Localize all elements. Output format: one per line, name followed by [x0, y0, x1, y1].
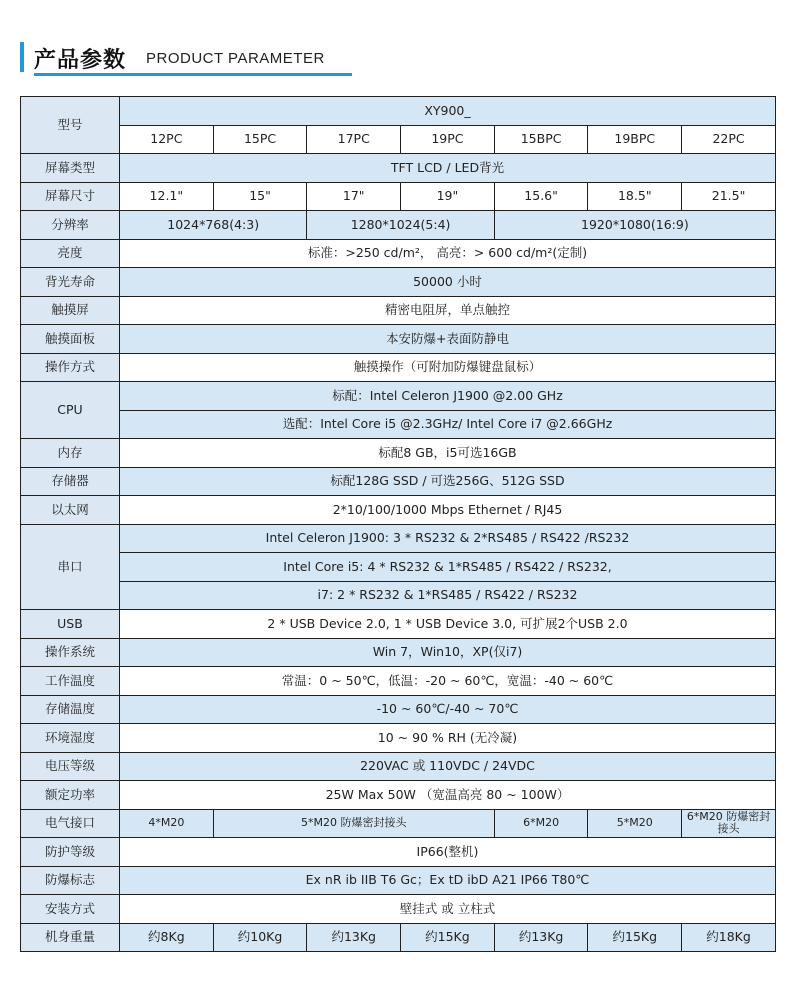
- row-value: 标配128G SSD / 可选256G、512G SSD: [120, 467, 776, 496]
- table-row: [21, 325, 776, 354]
- model-variant: 22PC: [682, 125, 776, 154]
- row-label: 操作系统: [21, 638, 120, 667]
- row-value: 1280*1024(5:4): [307, 211, 494, 240]
- table-row: [21, 638, 776, 667]
- row-label: 防护等级: [21, 838, 120, 867]
- row-value: TFT LCD / LED背光: [120, 154, 776, 183]
- row-label: CPU: [21, 382, 120, 439]
- model-variant: 19BPC: [588, 125, 682, 154]
- table-row: [21, 410, 776, 439]
- row-value: 10 ~ 90 % RH (无冷凝): [120, 724, 776, 753]
- row-label: 内存: [21, 439, 120, 468]
- row-value: 12.1": [120, 182, 214, 211]
- row-label: 分辨率: [21, 211, 120, 240]
- row-label: 防爆标志: [21, 866, 120, 895]
- row-value: 6*M20: [494, 809, 588, 838]
- table-row: [21, 866, 776, 895]
- section-title-zh: 产品参数: [34, 48, 127, 73]
- row-label: 串口: [21, 524, 120, 610]
- table-row: [21, 239, 776, 268]
- table-row: [21, 581, 776, 610]
- table-row: [21, 809, 776, 838]
- table-row: [21, 724, 776, 753]
- row-value: 选配：Intel Core i5 @2.3GHz/ Intel Core i7 @2.66GHz: [120, 410, 776, 439]
- row-label: 背光寿命: [21, 268, 120, 297]
- table-row: [21, 838, 776, 867]
- table-row: [21, 467, 776, 496]
- table-row: [21, 752, 776, 781]
- section-header: [20, 40, 352, 76]
- row-value: 2*10/100/1000 Mbps Ethernet / RJ45: [120, 496, 776, 525]
- row-value: 约8Kg: [120, 923, 214, 952]
- row-value: 触摸操作（可附加防爆键盘鼠标）: [120, 353, 776, 382]
- table-row: [21, 296, 776, 325]
- row-value: 标配8 GB，i5可选16GB: [120, 439, 776, 468]
- row-label: 机身重量: [21, 923, 120, 952]
- row-value: 约18Kg: [682, 923, 776, 952]
- row-value: 6*M20 防爆密封接头: [682, 809, 776, 838]
- row-label: 工作温度: [21, 667, 120, 696]
- table-row: [21, 524, 776, 553]
- header-underline: [34, 73, 352, 76]
- row-value: 约15Kg: [401, 923, 495, 952]
- table-row: [21, 553, 776, 582]
- row-value: 18.5": [588, 182, 682, 211]
- row-value: 约13Kg: [494, 923, 588, 952]
- table-row: [21, 154, 776, 183]
- table-row: [21, 211, 776, 240]
- row-value: Intel Celeron J1900: 3 * RS232 & 2*RS485 / RS422 /RS232: [120, 524, 776, 553]
- row-value: 常温：0 ~ 50℃，低温：-20 ~ 60℃，宽温：-40 ~ 60℃: [120, 667, 776, 696]
- row-label: 存储温度: [21, 695, 120, 724]
- row-label: 型号: [21, 97, 120, 154]
- row-label: 额定功率: [21, 781, 120, 810]
- header-accent-bar: [20, 42, 24, 72]
- row-value: 1024*768(4:3): [120, 211, 307, 240]
- spec-table: [20, 96, 776, 952]
- table-row: [21, 667, 776, 696]
- row-value: i7: 2 * RS232 & 1*RS485 / RS422 / RS232: [120, 581, 776, 610]
- model-name: XY900_: [120, 97, 776, 126]
- table-row: [21, 610, 776, 639]
- row-value: 25W Max 50W （宽温高亮 80 ~ 100W）: [120, 781, 776, 810]
- row-value: Win 7，Win10，XP(仅i7): [120, 638, 776, 667]
- row-value: 220VAC 或 110VDC / 24VDC: [120, 752, 776, 781]
- model-variant: 19PC: [401, 125, 495, 154]
- table-row: [21, 923, 776, 952]
- section-title-en: PRODUCT PARAMETER: [146, 50, 325, 67]
- row-value: 标准：>250 cd/m²， 高亮：> 600 cd/m²(定制): [120, 239, 776, 268]
- table-row: [21, 97, 776, 126]
- table-row: [21, 496, 776, 525]
- row-value: 5*M20 防爆密封接头: [213, 809, 494, 838]
- row-value: 标配：Intel Celeron J1900 @2.00 GHz: [120, 382, 776, 411]
- row-value: 本安防爆+表面防静电: [120, 325, 776, 354]
- row-label: 屏幕尺寸: [21, 182, 120, 211]
- model-variant: 17PC: [307, 125, 401, 154]
- row-value: 2 * USB Device 2.0, 1 * USB Device 3.0, 可扩展2个USB 2.0: [120, 610, 776, 639]
- row-label: 以太网: [21, 496, 120, 525]
- model-variant: 12PC: [120, 125, 214, 154]
- row-value: 约15Kg: [588, 923, 682, 952]
- table-row: [21, 353, 776, 382]
- row-label: 亮度: [21, 239, 120, 268]
- table-row: [21, 125, 776, 154]
- row-label: 电气接口: [21, 809, 120, 838]
- row-value: 21.5": [682, 182, 776, 211]
- row-value: 约13Kg: [307, 923, 401, 952]
- table-row: [21, 182, 776, 211]
- row-value: 15": [213, 182, 307, 211]
- table-row: [21, 382, 776, 411]
- model-variant: 15PC: [213, 125, 307, 154]
- model-variant: 15BPC: [494, 125, 588, 154]
- row-label: USB: [21, 610, 120, 639]
- row-value: 15.6": [494, 182, 588, 211]
- row-label: 环境湿度: [21, 724, 120, 753]
- row-value: 50000 小时: [120, 268, 776, 297]
- row-label: 屏幕类型: [21, 154, 120, 183]
- table-row: [21, 695, 776, 724]
- row-value: 5*M20: [588, 809, 682, 838]
- table-row: [21, 268, 776, 297]
- row-label: 触摸屏: [21, 296, 120, 325]
- row-value: 4*M20: [120, 809, 214, 838]
- row-value: Intel Core i5: 4 * RS232 & 1*RS485 / RS422 / RS232,: [120, 553, 776, 582]
- row-label: 操作方式: [21, 353, 120, 382]
- row-value: IP66(整机): [120, 838, 776, 867]
- row-value: 约10Kg: [213, 923, 307, 952]
- table-row: [21, 781, 776, 810]
- row-value: 19": [401, 182, 495, 211]
- row-label: 安装方式: [21, 895, 120, 924]
- row-value: 壁挂式 或 立柱式: [120, 895, 776, 924]
- row-label: 触摸面板: [21, 325, 120, 354]
- row-label: 存储器: [21, 467, 120, 496]
- row-value: Ex nR ib IIB T6 Gc；Ex tD ibD A21 IP66 T80℃: [120, 866, 776, 895]
- row-value: 17": [307, 182, 401, 211]
- row-value: 精密电阻屏，单点触控: [120, 296, 776, 325]
- table-row: [21, 895, 776, 924]
- row-label: 电压等级: [21, 752, 120, 781]
- row-value: 1920*1080(16:9): [494, 211, 775, 240]
- table-row: [21, 439, 776, 468]
- row-value: -10 ~ 60℃/-40 ~ 70℃: [120, 695, 776, 724]
